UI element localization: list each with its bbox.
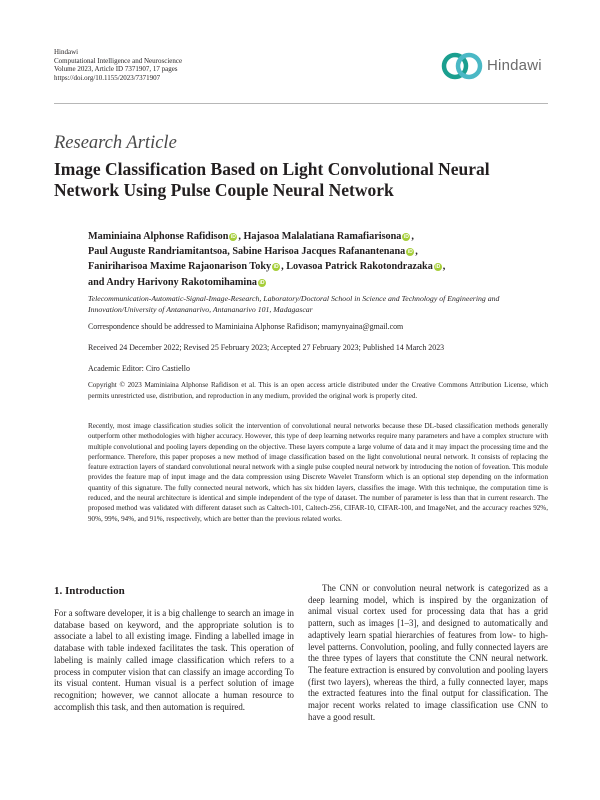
author-line: Maminiaina Alphonse Rafidison iD , Hajasoa Malalatiana Ramafiarisona iD , — [88, 231, 414, 242]
author-line: and Andry Harivony Rakotomihamina iD — [88, 276, 265, 288]
affiliation: Telecommunication-Automatic-Signal-Image-Research, Laboratory/Doctoral School in Science and Technology of Engineering and Innovation/University of Antananarivo, Antananarivo 101, Madagascar — [88, 294, 500, 314]
orcid-icon[interactable]: iD — [435, 264, 441, 271]
orcid-icon[interactable]: iD — [403, 234, 409, 240]
paper-title: Image Classification Based on Light Convolutional Neural Network Using Pulse Couple Neural Network — [54, 159, 490, 200]
article-type: Research Article — [54, 133, 177, 153]
orcid-icon[interactable]: iD — [259, 279, 265, 286]
correspondence: Correspondence should be addressed to Maminiaina Alphonse Rafidison; mamynyaina@gmail.com — [88, 322, 404, 331]
hindawi-logo-icon — [440, 46, 486, 86]
body-column-left: For a software developer, it is a big challenge to search an image in database based on keyword, and the appropriate solution is to associate a label to all existing image. Finding a labelled image in database with table indexed facilitates the task. This operation of labeling is mainly called image classification which refers to a process in computer vision that can classify an image according To its visual content. Human visual is a perfect solution of image recognition; however, we cannot allocate a human resource to accomplish this task, and then automation is required. — [54, 608, 294, 712]
doi-link[interactable]: https://doi.org/10.1155/2023/7371907 — [54, 73, 161, 82]
author-line: Faniriharisoa Maxime Rajaonarison Toky iD , Lovasoa Patrick Rakotondrazaka iD , — [88, 261, 446, 273]
author-line: Paul Auguste Randriamitantsoa, Sabine Harisoa Jacques Rafanantenana iD , — [88, 246, 418, 258]
journal-info — [54, 48, 182, 82]
publisher-name: Hindawi — [54, 48, 79, 56]
academic-editor: Academic Editor: Ciro Castiello — [88, 364, 190, 373]
header-divider — [54, 103, 548, 104]
abstract: Recently, most image classification studies solicit the intervention of convolutional neural networks because these DL-based classification methods generally outperform other methodologies with higher accuracy. However, this type of deep learning networks require many parameters and have a complex structure with multiple convolutional and pooling layers depending on the objective. These layers compute a large volume of data and it may impact the processing time and the performance. Therefore, this paper proposes a new method of image classification based on the light convolutional neural network. It consists of replacing the feature extraction layers of standard convolutional neural network with a single pulse coupled neural network by introducing the notion of foveation. This module provides the feature map of input image and the data compression using Discrete Wavelet Transform which is an optional step depending on the information quantity of this signature. The fully connected neural network, which has six hidden layers, classifies the image. With this technique, the computation time is reduced, and the neural architecture is identical and simple independent of the type of dataset. The number of parameter is less than that in current research. The proposed method was validated with different dataset such as Caltech-101, Caltech-256, CIFAR-10, CIFAR-100, and ImageNet, and the accuracy reaches 92%, 90%, 99%, 94%, and 91%, respectively, which are better than the previous related works. — [88, 422, 548, 523]
orcid-icon[interactable]: iD — [407, 249, 413, 256]
volume-info: Volume 2023, Article ID 7371907, 17 pages — [54, 65, 178, 73]
hindawi-logo[interactable] — [440, 46, 560, 86]
logo-wordmark: Hindawi — [487, 57, 542, 74]
copyright-notice: Copyright © 2023 Maminiaina Alphonse Rafidison et al. This is an open access article distributed under the Creative Commons Attribution License, which permits unrestricted use, distribution, and reproduction in any medium, provided the original work is properly cited. — [88, 381, 548, 400]
publication-dates: Received 24 December 2022; Revised 25 February 2023; Accepted 27 February 2023; Published 14 March 2023 — [88, 343, 445, 352]
journal-name: Computational Intelligence and Neuroscience — [54, 56, 183, 65]
section-heading: 1. Introduction — [54, 585, 125, 597]
body-column-right: The CNN or convolution neural network is categorized as a deep learning model, which is inspired by the organization of animal visual cortex used for processing data that has a grid pattern, such as images [1–3], and designed to automatically and adaptively learn spatial hierarchies of features from low- to high-level patterns. Convolution, pooling, and fully connected layers are the three types of layers that constitute the CNN neural network. The feature extraction is ensured by convolution and pooling layers (first two layers), whereas the third, a fully connected layer, maps the extracted features into the final output for classification. The major recent works related to image classification use CNN to have a good result. — [308, 583, 548, 722]
author-list — [88, 229, 558, 290]
orcid-icon[interactable]: iD — [273, 264, 279, 271]
orcid-icon[interactable]: iD — [230, 234, 236, 240]
